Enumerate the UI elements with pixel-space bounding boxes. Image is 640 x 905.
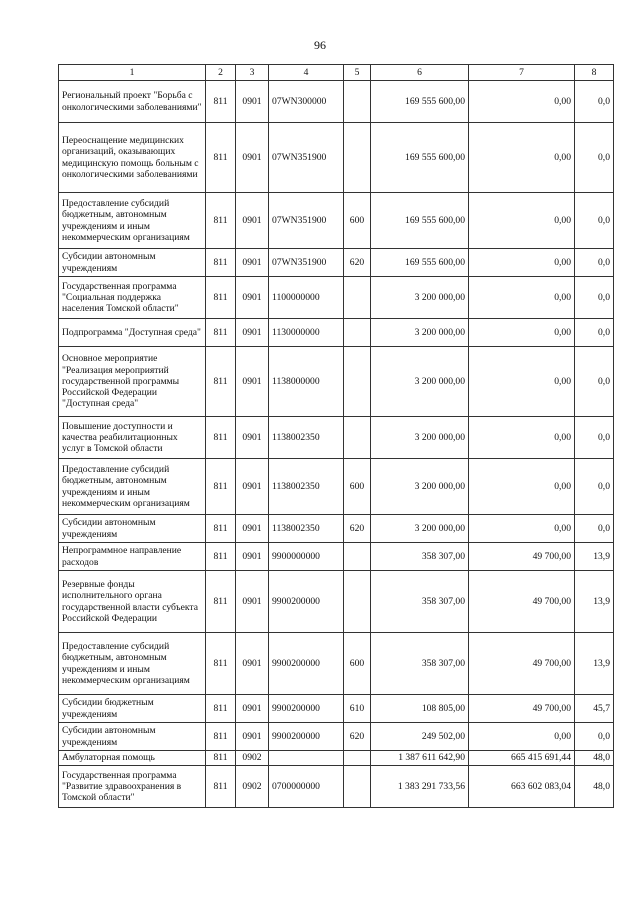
target-article-cell: 9900200000 [269, 571, 344, 633]
percent-cell: 0,0 [575, 193, 614, 249]
plan-amount-cell: 3 200 000,00 [371, 417, 469, 459]
percent-cell: 0,0 [575, 417, 614, 459]
table-row [59, 277, 614, 319]
budget-table [58, 64, 614, 808]
percent-cell: 0,0 [575, 459, 614, 515]
target-article-cell: 9900200000 [269, 695, 344, 723]
item-name-cell: Государственная программа "Развитие здравоохранения в Томской области" [59, 766, 206, 808]
percent-cell: 13,9 [575, 633, 614, 695]
ministry-code-cell: 811 [206, 347, 236, 417]
expense-type-cell [344, 123, 371, 193]
expense-type-cell [344, 766, 371, 808]
header-cell: 6 [371, 65, 469, 81]
section-code-cell: 0901 [236, 571, 269, 633]
plan-amount-cell: 169 555 600,00 [371, 123, 469, 193]
expense-type-cell [344, 81, 371, 123]
expense-type-cell: 620 [344, 249, 371, 277]
target-article-cell: 07WN351900 [269, 249, 344, 277]
section-code-cell: 0901 [236, 123, 269, 193]
executed-amount-cell: 0,00 [469, 193, 575, 249]
ministry-code-cell: 811 [206, 277, 236, 319]
header-cell: 3 [236, 65, 269, 81]
target-article-cell [269, 751, 344, 766]
expense-type-cell: 600 [344, 193, 371, 249]
ministry-code-cell: 811 [206, 193, 236, 249]
header-row [59, 65, 614, 81]
percent-cell: 0,0 [575, 723, 614, 751]
item-name-cell: Амбулаторная помощь [59, 751, 206, 766]
expense-type-cell: 620 [344, 515, 371, 543]
item-name-cell: Переоснащение медицинских организаций, оказывающих медицинскую помощь больным с онкологическими заболеваниями [59, 123, 206, 193]
item-name-cell: Резервные фонды исполнительного органа государственной власти субъекта Российской Федерации [59, 571, 206, 633]
target-article-cell: 1138002350 [269, 417, 344, 459]
expense-type-cell [344, 277, 371, 319]
percent-cell: 0,0 [575, 123, 614, 193]
plan-amount-cell: 169 555 600,00 [371, 249, 469, 277]
target-article-cell: 0700000000 [269, 766, 344, 808]
expense-type-cell: 600 [344, 459, 371, 515]
header-cell: 7 [469, 65, 575, 81]
plan-amount-cell: 3 200 000,00 [371, 459, 469, 515]
table-row [59, 723, 614, 751]
table-row [59, 695, 614, 723]
ministry-code-cell: 811 [206, 766, 236, 808]
expense-type-cell [344, 543, 371, 571]
target-article-cell: 1138002350 [269, 515, 344, 543]
ministry-code-cell: 811 [206, 571, 236, 633]
item-name-cell: Основное мероприятие "Реализация мероприятий государственной программы Российской Федерации "Доступная среда" [59, 347, 206, 417]
target-article-cell: 1130000000 [269, 319, 344, 347]
item-name-cell: Субсидии автономным учреждениям [59, 515, 206, 543]
executed-amount-cell: 0,00 [469, 515, 575, 543]
expense-type-cell [344, 751, 371, 766]
plan-amount-cell: 358 307,00 [371, 571, 469, 633]
plan-amount-cell: 3 200 000,00 [371, 319, 469, 347]
ministry-code-cell: 811 [206, 249, 236, 277]
item-name-cell: Региональный проект "Борьба с онкологическими заболеваниями" [59, 81, 206, 123]
item-name-cell: Предоставление субсидий бюджетным, автономным учреждениям и иным некоммерческим организациям [59, 633, 206, 695]
percent-cell: 0,0 [575, 277, 614, 319]
executed-amount-cell: 49 700,00 [469, 695, 575, 723]
percent-cell: 45,7 [575, 695, 614, 723]
percent-cell: 0,0 [575, 249, 614, 277]
executed-amount-cell: 0,00 [469, 319, 575, 347]
expense-type-cell: 620 [344, 723, 371, 751]
plan-amount-cell: 358 307,00 [371, 543, 469, 571]
executed-amount-cell: 49 700,00 [469, 633, 575, 695]
plan-amount-cell: 1 387 611 642,90 [371, 751, 469, 766]
plan-amount-cell: 3 200 000,00 [371, 277, 469, 319]
plan-amount-cell: 169 555 600,00 [371, 81, 469, 123]
target-article-cell: 1138002350 [269, 459, 344, 515]
target-article-cell: 07WN351900 [269, 193, 344, 249]
percent-cell: 48,0 [575, 751, 614, 766]
ministry-code-cell: 811 [206, 515, 236, 543]
table-row [59, 347, 614, 417]
expense-type-cell [344, 319, 371, 347]
ministry-code-cell: 811 [206, 319, 236, 347]
ministry-code-cell: 811 [206, 695, 236, 723]
table-row [59, 123, 614, 193]
header-cell: 5 [344, 65, 371, 81]
ministry-code-cell: 811 [206, 723, 236, 751]
executed-amount-cell: 49 700,00 [469, 571, 575, 633]
header-cell: 8 [575, 65, 614, 81]
target-article-cell: 07WN300000 [269, 81, 344, 123]
item-name-cell: Предоставление субсидий бюджетным, автономным учреждениям и иным некоммерческим организациям [59, 193, 206, 249]
plan-amount-cell: 3 200 000,00 [371, 515, 469, 543]
table-row [59, 751, 614, 766]
expense-type-cell: 610 [344, 695, 371, 723]
percent-cell: 13,9 [575, 543, 614, 571]
plan-amount-cell: 108 805,00 [371, 695, 469, 723]
percent-cell: 0,0 [575, 319, 614, 347]
executed-amount-cell: 663 602 083,04 [469, 766, 575, 808]
section-code-cell: 0902 [236, 766, 269, 808]
section-code-cell: 0901 [236, 249, 269, 277]
section-code-cell: 0901 [236, 543, 269, 571]
section-code-cell: 0901 [236, 515, 269, 543]
item-name-cell: Непрограммное направление расходов [59, 543, 206, 571]
executed-amount-cell: 0,00 [469, 81, 575, 123]
executed-amount-cell: 0,00 [469, 723, 575, 751]
section-code-cell: 0901 [236, 417, 269, 459]
table-row [59, 571, 614, 633]
item-name-cell: Подпрограмма "Доступная среда" [59, 319, 206, 347]
section-code-cell: 0901 [236, 319, 269, 347]
percent-cell: 48,0 [575, 766, 614, 808]
section-code-cell: 0901 [236, 633, 269, 695]
item-name-cell: Субсидии автономным учреждениям [59, 723, 206, 751]
percent-cell: 0,0 [575, 347, 614, 417]
executed-amount-cell: 0,00 [469, 123, 575, 193]
target-article-cell: 9900200000 [269, 633, 344, 695]
section-code-cell: 0901 [236, 277, 269, 319]
item-name-cell: Субсидии автономным учреждениям [59, 249, 206, 277]
page-number: 96 [314, 38, 326, 52]
percent-cell: 13,9 [575, 571, 614, 633]
section-code-cell: 0901 [236, 193, 269, 249]
plan-amount-cell: 3 200 000,00 [371, 347, 469, 417]
section-code-cell: 0901 [236, 723, 269, 751]
item-name-cell: Субсидии бюджетным учреждениям [59, 695, 206, 723]
executed-amount-cell: 0,00 [469, 277, 575, 319]
expense-type-cell [344, 347, 371, 417]
ministry-code-cell: 811 [206, 81, 236, 123]
table-row [59, 193, 614, 249]
section-code-cell: 0901 [236, 459, 269, 515]
executed-amount-cell: 0,00 [469, 417, 575, 459]
ministry-code-cell: 811 [206, 633, 236, 695]
percent-cell: 0,0 [575, 81, 614, 123]
item-name-cell: Повышение доступности и качества реабилитационных услуг в Томской области [59, 417, 206, 459]
expense-type-cell [344, 417, 371, 459]
section-code-cell: 0901 [236, 695, 269, 723]
executed-amount-cell: 0,00 [469, 459, 575, 515]
target-article-cell: 9900200000 [269, 723, 344, 751]
executed-amount-cell: 0,00 [469, 347, 575, 417]
ministry-code-cell: 811 [206, 417, 236, 459]
plan-amount-cell: 249 502,00 [371, 723, 469, 751]
plan-amount-cell: 169 555 600,00 [371, 193, 469, 249]
table-row [59, 81, 614, 123]
item-name-cell: Государственная программа "Социальная поддержка населения Томской области" [59, 277, 206, 319]
target-article-cell: 1100000000 [269, 277, 344, 319]
section-code-cell: 0901 [236, 81, 269, 123]
header-cell: 1 [59, 65, 206, 81]
percent-cell: 0,0 [575, 515, 614, 543]
ministry-code-cell: 811 [206, 459, 236, 515]
target-article-cell: 07WN351900 [269, 123, 344, 193]
table-row [59, 459, 614, 515]
executed-amount-cell: 49 700,00 [469, 543, 575, 571]
ministry-code-cell: 811 [206, 123, 236, 193]
ministry-code-cell: 811 [206, 543, 236, 571]
section-code-cell: 0902 [236, 751, 269, 766]
table-row [59, 319, 614, 347]
header-cell: 2 [206, 65, 236, 81]
table-row [59, 633, 614, 695]
executed-amount-cell: 0,00 [469, 249, 575, 277]
expense-type-cell [344, 571, 371, 633]
executed-amount-cell: 665 415 691,44 [469, 751, 575, 766]
table-row [59, 515, 614, 543]
plan-amount-cell: 1 383 291 733,56 [371, 766, 469, 808]
ministry-code-cell: 811 [206, 751, 236, 766]
plan-amount-cell: 358 307,00 [371, 633, 469, 695]
section-code-cell: 0901 [236, 347, 269, 417]
target-article-cell: 1138000000 [269, 347, 344, 417]
table-row [59, 766, 614, 808]
item-name-cell: Предоставление субсидий бюджетным, автономным учреждениям и иным некоммерческим организациям [59, 459, 206, 515]
table-row [59, 249, 614, 277]
expense-type-cell: 600 [344, 633, 371, 695]
table-row [59, 543, 614, 571]
target-article-cell: 9900000000 [269, 543, 344, 571]
table-row [59, 417, 614, 459]
header-cell: 4 [269, 65, 344, 81]
